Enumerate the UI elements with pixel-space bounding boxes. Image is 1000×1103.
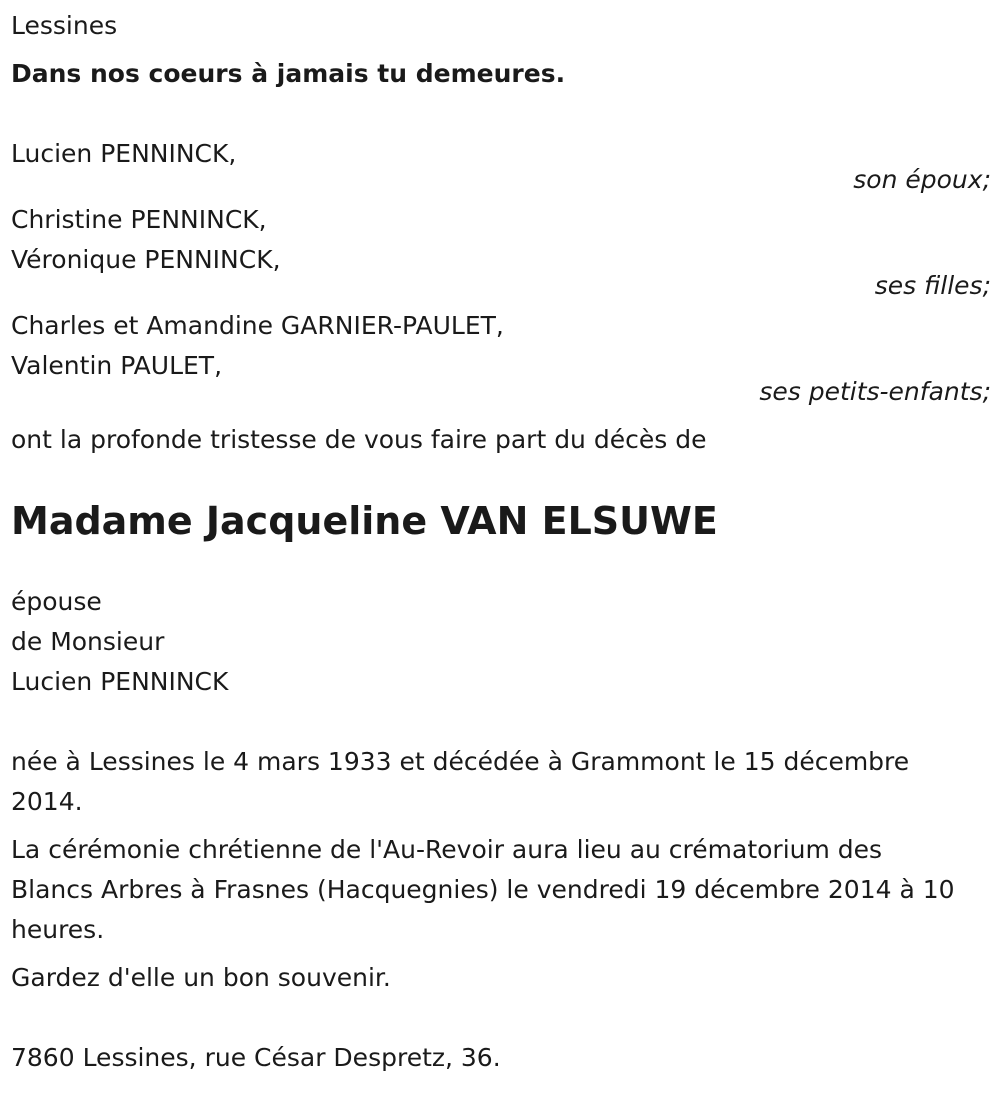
spouse-line: Lucien PENNINCK [11,667,229,696]
closing-line: Gardez d'elle un bon souvenir. [11,963,391,992]
family-group-grandchildren [11,306,991,406]
address-line: 7860 Lessines, rue César Despretz, 36. [11,1043,501,1072]
relation-label: ses petits-enfants; [759,377,991,406]
spouse-line: épouse [11,587,102,616]
family-group-daughters [11,200,991,300]
obituary-notice [11,6,991,1078]
family-name: Charles et Amandine GARNIER-PAULET, [11,311,504,340]
birth-death-paragraph: née à Lessines le 4 mars 1933 et décédée à Grammont le 15 décembre 2014. [11,747,910,816]
spouse-block [11,582,991,702]
city-heading: Lessines [11,11,118,40]
family-name: Valentin PAULET, [11,351,223,380]
ceremony-paragraph: La cérémonie chrétienne de l'Au-Revoir aura lieu au crématorium des Blancs Arbres à Frasnes (Hacquegnies) le vendredi 19 décembre 2014 à 10 heures. [11,835,955,944]
motto: Dans nos coeurs à jamais tu demeures. [11,59,566,88]
deceased-name: Madame Jacqueline VAN ELSUWE [11,499,718,543]
spouse-line: de Monsieur [11,627,165,656]
relation-label: ses filles; [874,271,991,300]
family-name: Véronique PENNINCK, [11,245,281,274]
relation-label: son époux; [853,165,991,194]
family-name: Christine PENNINCK, [11,205,267,234]
family-name: Lucien PENNINCK, [11,139,237,168]
family-group-spouse [11,134,991,194]
announcement-text: ont la profonde tristesse de vous faire part du décès de [11,425,707,454]
